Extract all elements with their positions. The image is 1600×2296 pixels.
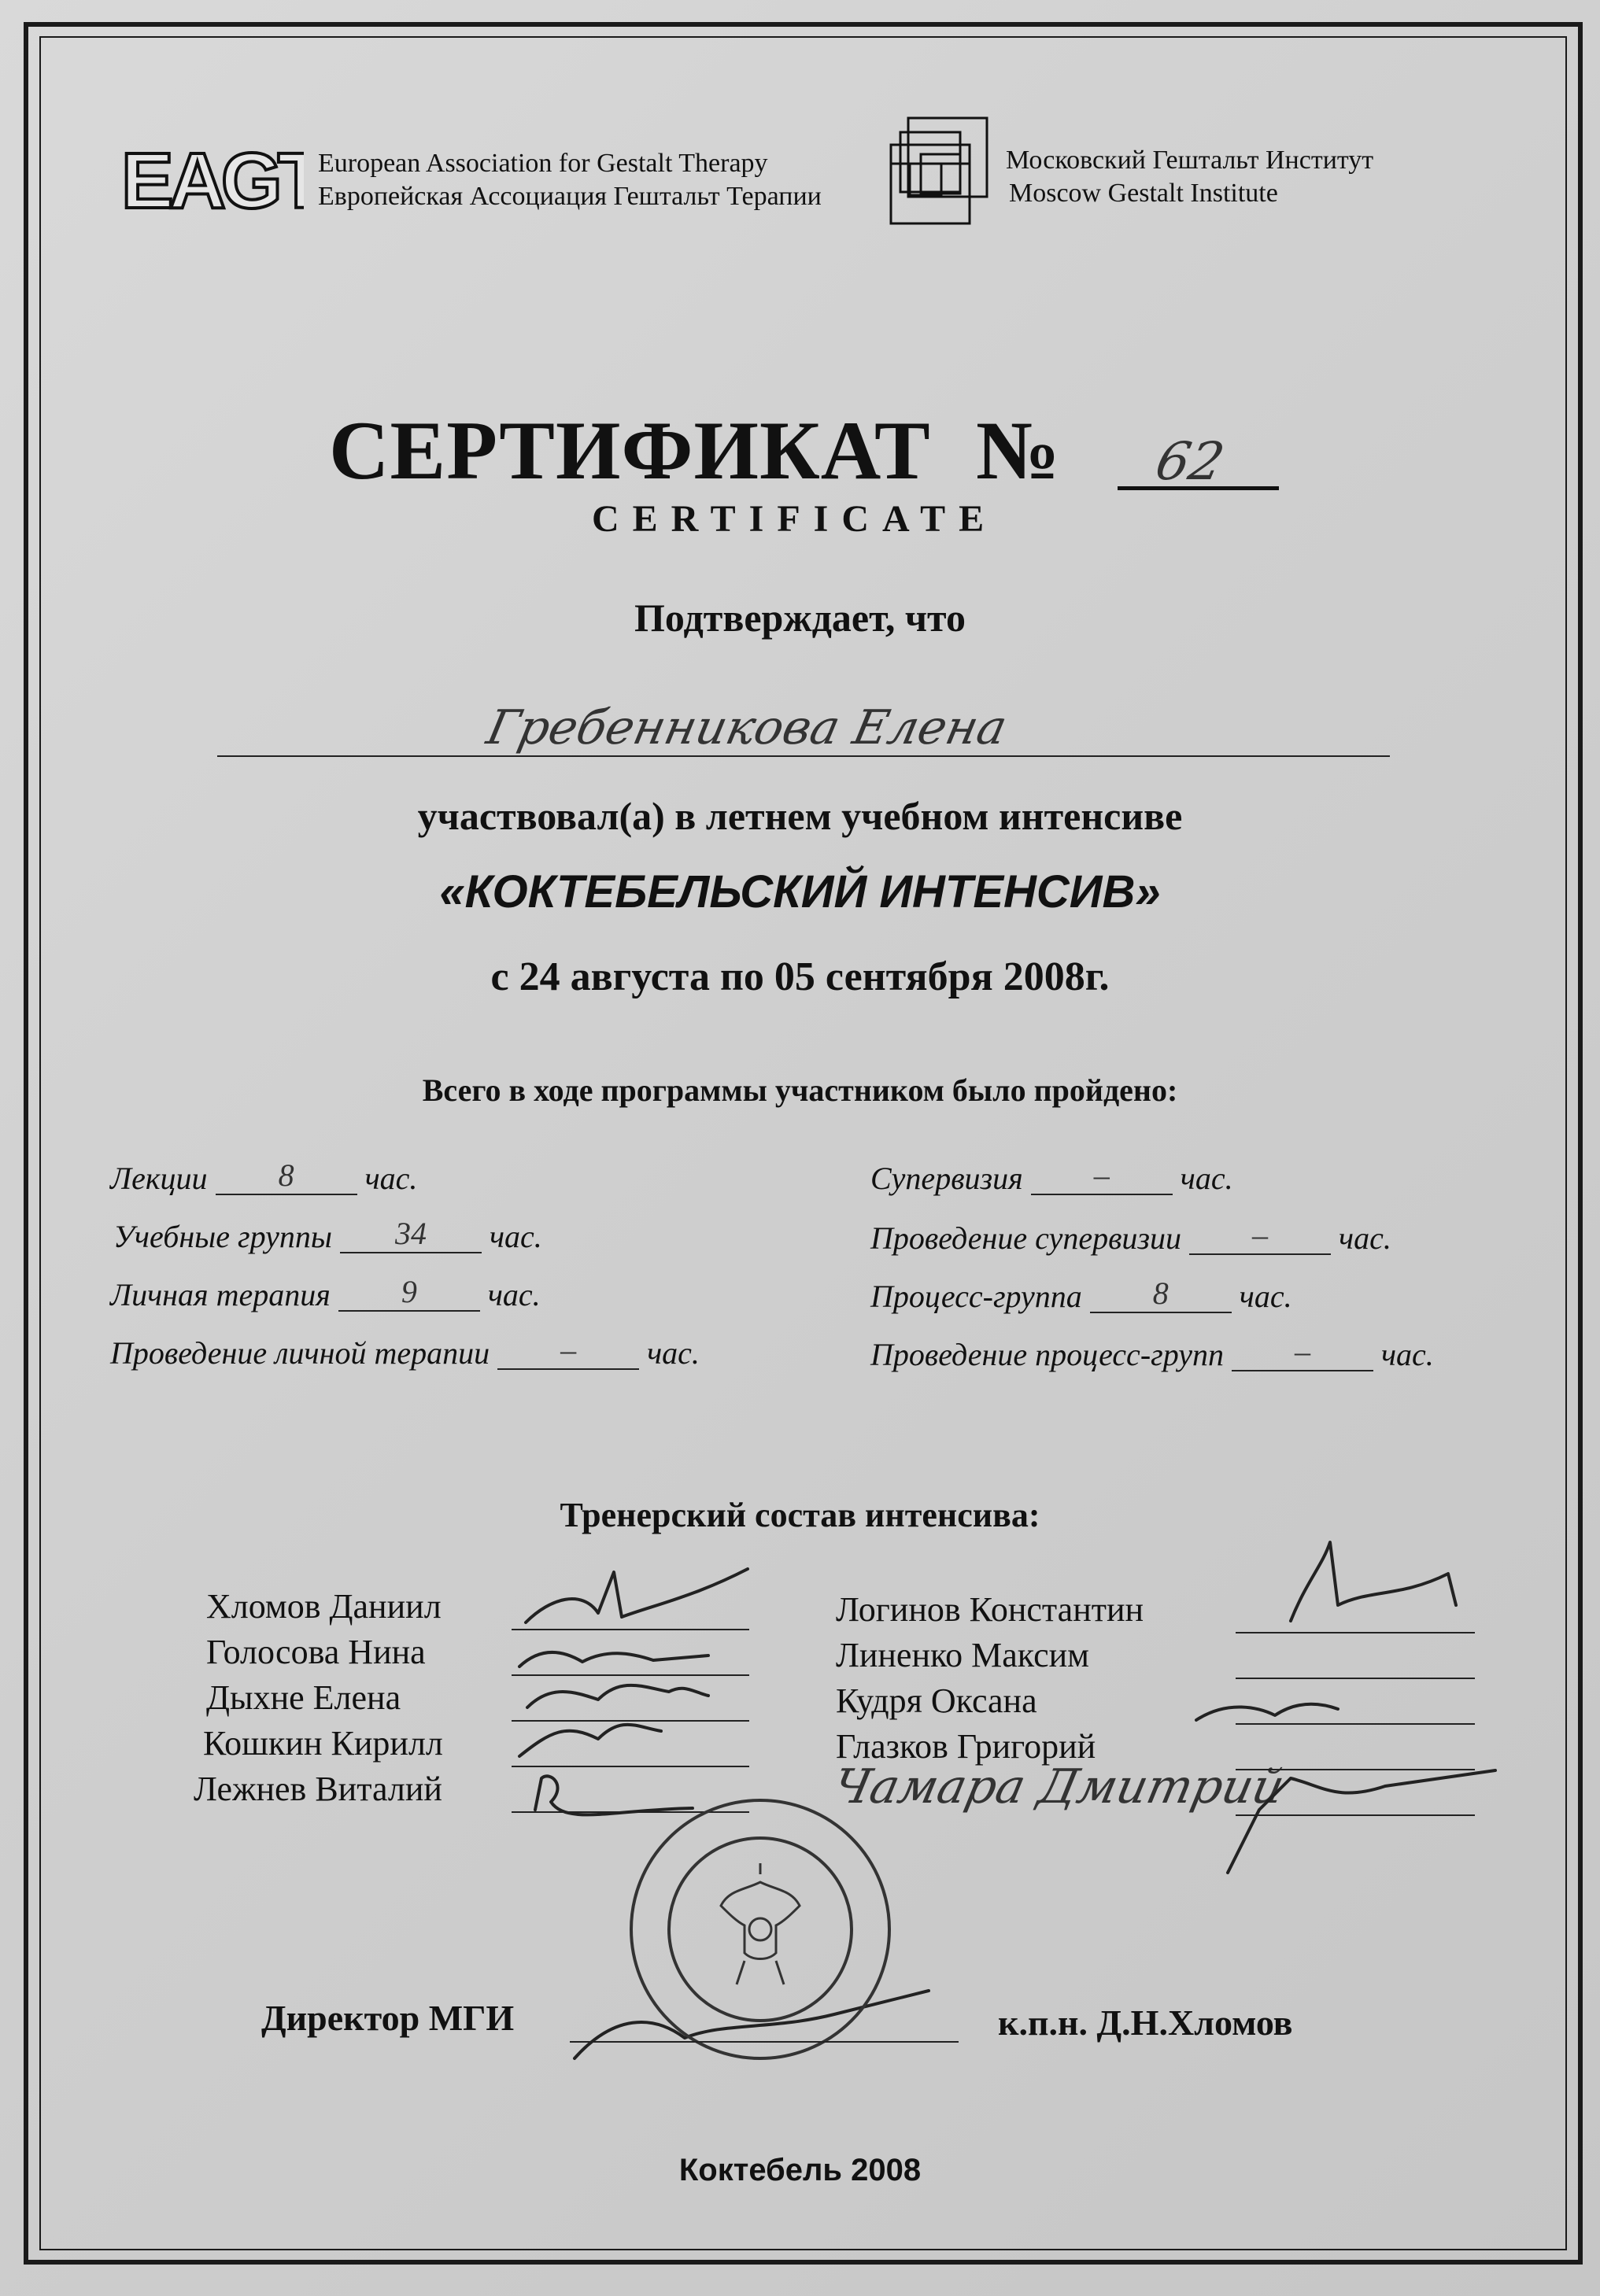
total-hours-heading: Всего в ходе программы участником было пройдено: xyxy=(422,1072,1178,1108)
hours-label: Проведение супервизии xyxy=(870,1220,1182,1256)
trainers-heading: Тренерский состав интенсива: xyxy=(560,1496,1040,1534)
hours-value: – xyxy=(497,1331,639,1370)
signature-scribble xyxy=(519,1725,661,1756)
director-name: к.п.н. Д.Н.Хломов xyxy=(998,2003,1293,2043)
recipient-name: Гребенникова Елена xyxy=(482,700,1012,755)
trainer-name: Линенко Максим xyxy=(836,1636,1090,1674)
hours-label: Проведение личной терапии xyxy=(110,1335,490,1371)
confirms-text: Подтверждает, что xyxy=(634,596,966,640)
signature-scribble xyxy=(1196,1704,1338,1720)
handwritten-trainer-name: Чамара Дмитрий xyxy=(828,1759,1290,1814)
signature-scribble xyxy=(1228,1770,1495,1873)
eagt-name-ru: Европейская Ассоциация Гештальт Терапии xyxy=(318,182,822,211)
trainer-name: Логинов Константин xyxy=(836,1590,1144,1629)
signature-scribble xyxy=(519,1652,708,1667)
hours-label: Учебные группы xyxy=(113,1219,332,1254)
director-signature-line xyxy=(570,2041,959,2043)
hours-value: – xyxy=(1031,1157,1173,1195)
trainer-name: Хломов Даниил xyxy=(206,1587,442,1626)
certificate-subtitle: CERTIFICATE xyxy=(592,498,998,540)
hours-label: Супервизия xyxy=(870,1161,1023,1196)
hours-value: 8 xyxy=(1090,1275,1232,1313)
official-seal xyxy=(626,1796,894,2063)
eagt-name-en: European Association for Gestalt Therapy xyxy=(318,149,768,178)
hours-unit: час. xyxy=(1339,1220,1391,1256)
hours-value: 8 xyxy=(216,1157,357,1195)
hours-unit: час. xyxy=(489,1219,542,1254)
trainer-name: Дыхне Елена xyxy=(206,1678,401,1717)
signature-scribble xyxy=(1291,1542,1456,1621)
trainer-name: Глазков Григорий xyxy=(836,1727,1096,1766)
eagle-emblem-icon xyxy=(721,1863,800,1984)
program-name: «КОКТЕБЕЛЬСКИЙ ИНТЕНСИВ» xyxy=(439,866,1161,917)
signature-scribble xyxy=(526,1569,748,1622)
hours-unit: час. xyxy=(1180,1161,1233,1196)
hours-value: 9 xyxy=(338,1273,480,1312)
trainer-name: Лежнев Виталий xyxy=(194,1770,442,1808)
hours-value: 34 xyxy=(340,1215,482,1253)
hours-unit: час. xyxy=(647,1335,700,1371)
hours-label: Проведение процесс-групп xyxy=(870,1337,1224,1372)
certificate-number: 62 xyxy=(1150,431,1230,492)
hours-value: – xyxy=(1232,1333,1373,1371)
mgi-name-ru: Московский Гештальт Институт xyxy=(1006,146,1374,175)
director-label: Директор МГИ xyxy=(261,1998,515,2038)
hours-unit: час. xyxy=(487,1277,541,1312)
hours-unit: час. xyxy=(364,1161,418,1196)
certificate-title: СЕРТИФИКАТ xyxy=(329,404,931,496)
mgi-name-en: Moscow Gestalt Institute xyxy=(1009,179,1278,208)
svg-text:EAGT: EAGT xyxy=(121,140,304,219)
trainer-name: Кудря Оксана xyxy=(836,1681,1037,1720)
hours-label: Личная терапия xyxy=(110,1277,331,1312)
hours-label: Процесс-группа xyxy=(870,1279,1082,1314)
trainer-name: Кошкин Кирилл xyxy=(203,1724,443,1763)
participated-text: участвовал(а) в летнем учебном интенсиве xyxy=(417,794,1183,838)
hours-unit: час. xyxy=(1380,1337,1434,1372)
program-dates: с 24 августа по 05 сентября 2008г. xyxy=(490,954,1110,999)
number-sign: № xyxy=(976,404,1060,496)
signature-scribble xyxy=(527,1685,708,1707)
place-year: Коктебель 2008 xyxy=(678,2153,922,2187)
hours-value: – xyxy=(1189,1216,1331,1255)
hours-label: Лекции xyxy=(110,1161,208,1196)
hours-unit: час. xyxy=(1239,1279,1292,1314)
trainer-name: Голосова Нина xyxy=(206,1633,426,1671)
